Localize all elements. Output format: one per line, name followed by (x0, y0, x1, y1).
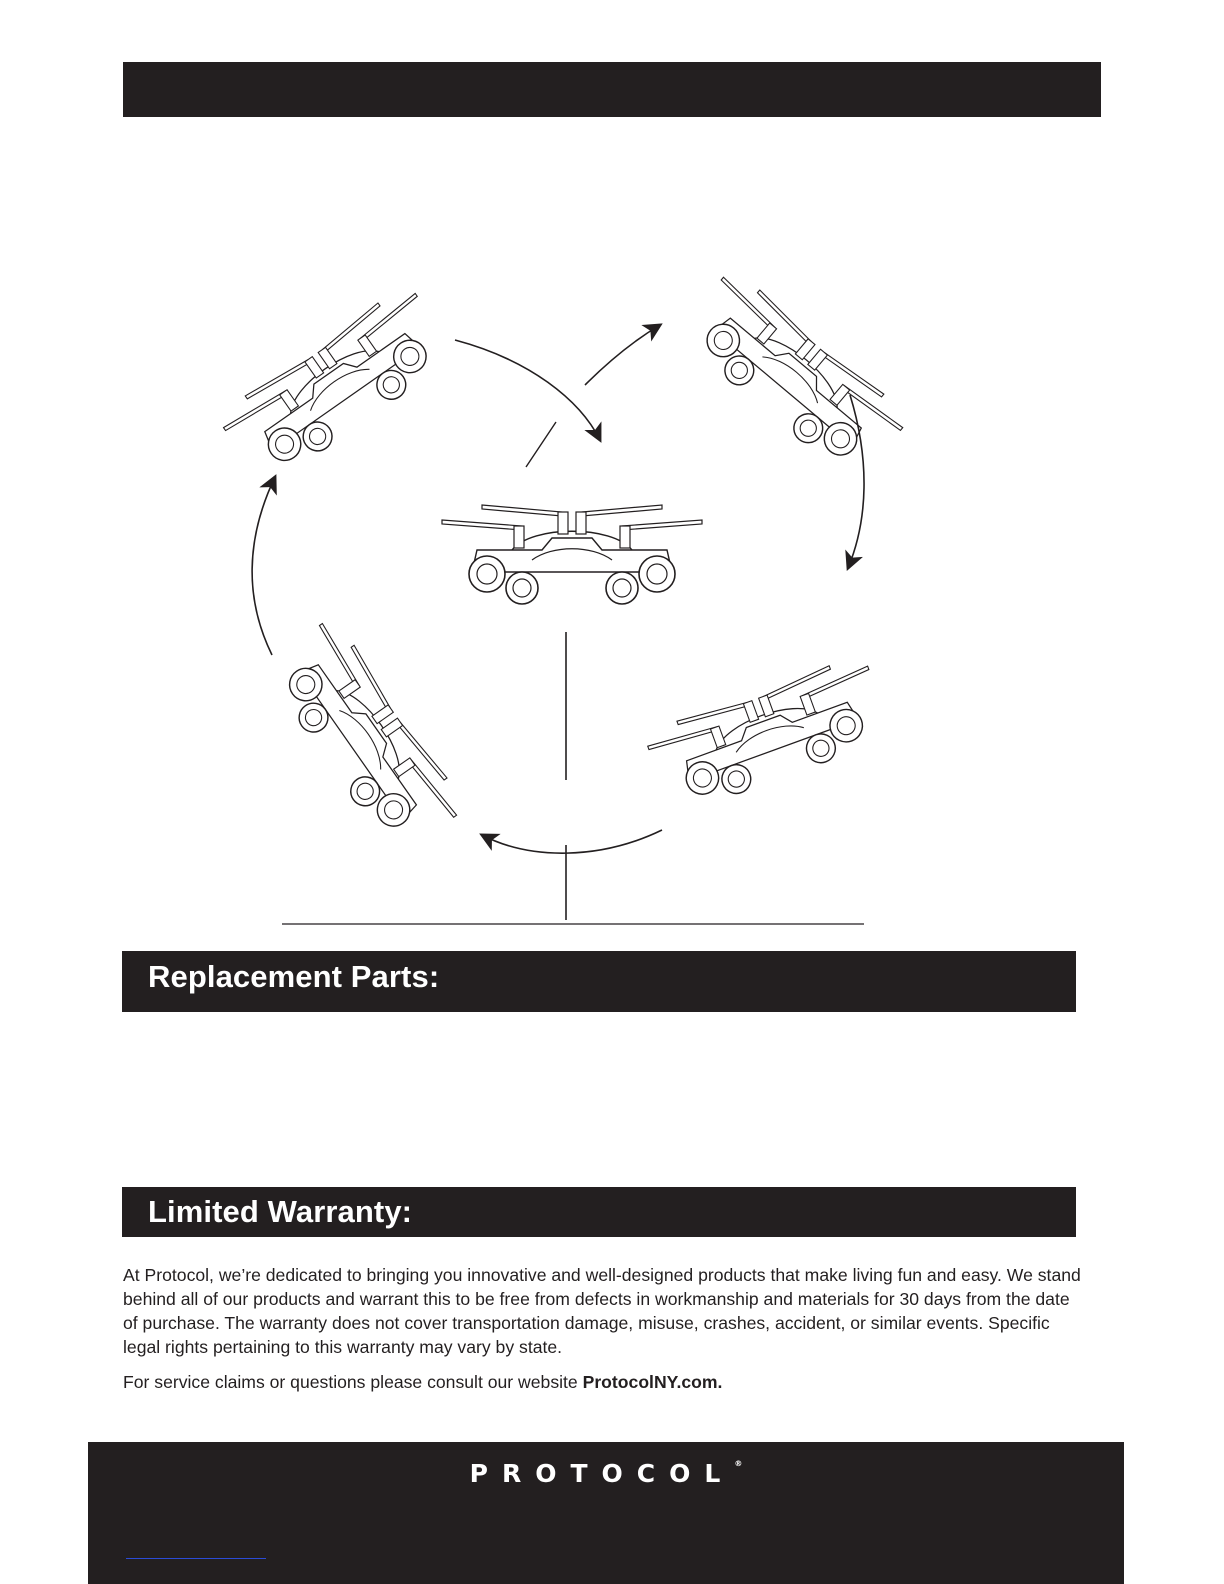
website-link[interactable]: ProtocolNY.com. (582, 1372, 723, 1392)
curved-arrow-icon (482, 830, 662, 853)
curved-arrow-icon (455, 340, 600, 440)
brand-name: PROTOCOL (469, 1459, 735, 1488)
service-prefix: For service claims or questions please consult our website (123, 1372, 583, 1392)
drone-bottom-right-icon (643, 653, 893, 817)
leader-line (526, 422, 556, 467)
footer-bar (88, 1442, 1124, 1584)
protocol-logo (88, 1459, 1124, 1488)
footer-link-underline[interactable] (126, 1558, 266, 1559)
limited-warranty-title: Limited Warranty: (148, 1194, 413, 1229)
drone-top-left-icon (216, 282, 459, 489)
header-bar (123, 62, 1101, 117)
registered-mark: ® (734, 1459, 743, 1468)
curved-arrow-icon (252, 477, 275, 655)
drone-top-right-icon (675, 270, 912, 486)
replacement-parts-header (122, 951, 1076, 1012)
service-claims-text (123, 1370, 1083, 1394)
replacement-parts-title: Replacement Parts: (148, 959, 440, 994)
limited-warranty-header (122, 1187, 1076, 1237)
flip-diagram (200, 270, 960, 940)
drone-center-icon (442, 505, 702, 604)
drone-bottom-left-icon (260, 616, 467, 859)
warranty-paragraph: At Protocol, we’re dedicated to bringing you innovative and well-designed products that make living fun and easy. We stand behind all of our products and warrant this to be free from defects in workmanship and materials for 30 days from the date of purchase. The warranty does not cover transportation damage, misuse, crashes, accident, or similar events. Specific legal rights pertaining to this warranty may vary by state. (123, 1265, 1081, 1357)
curved-arrow-icon (585, 325, 660, 385)
